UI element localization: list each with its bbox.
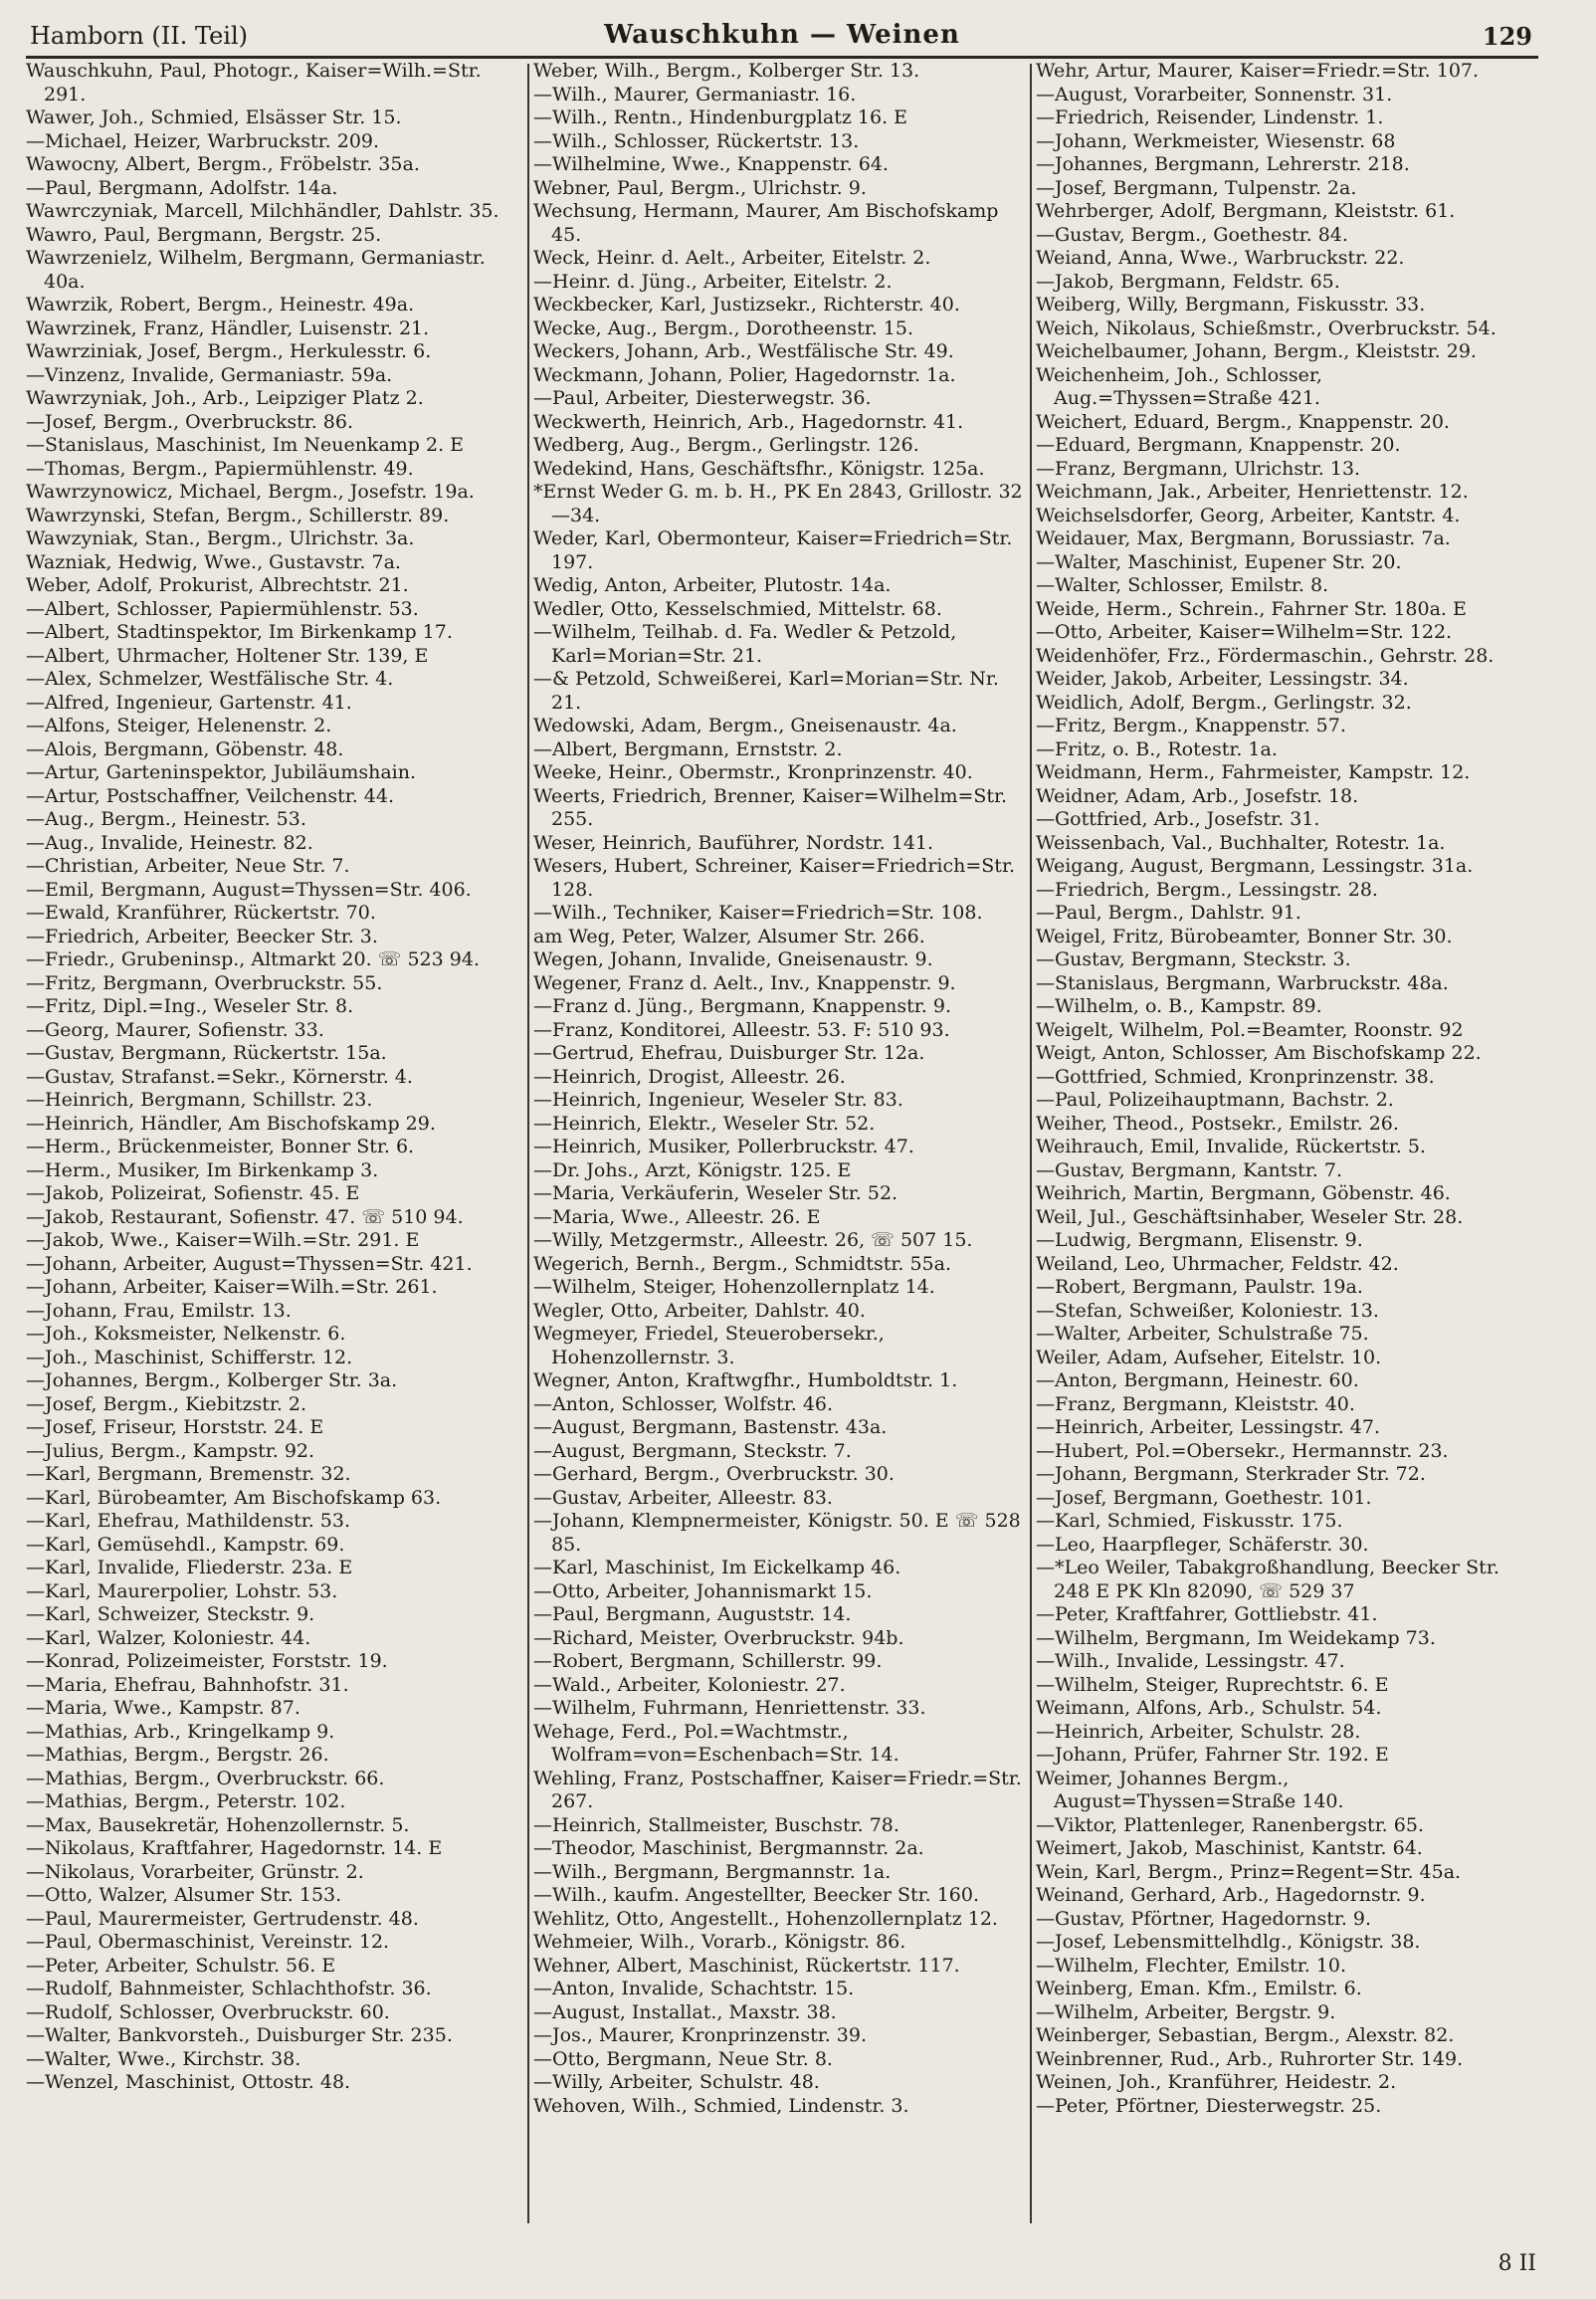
directory-entry: —August, Vorarbeiter, Sonnenstr. 31.	[1036, 83, 1393, 105]
directory-entry: —Stanislaus, Maschinist, Im Neuenkamp 2. E	[26, 434, 465, 456]
directory-entry: —Rudolf, Bahnmeister, Schlachthofstr. 36.	[26, 1978, 432, 1999]
directory-entry: —& Petzold, Schweißerei, Karl=Morian=Str. Nr. 21.	[533, 668, 999, 714]
directory-entry: —Michael, Heizer, Warbruckstr. 209.	[26, 129, 380, 152]
directory-entry: —Maria, Verkäuferin, Weseler Str. 52.	[533, 1182, 898, 1204]
directory-entry: Wedig, Anton, Arbeiter, Plutostr. 14a.	[533, 574, 892, 596]
directory-entry: —Jakob, Bergmann, Feldstr. 65.	[1036, 270, 1340, 293]
directory-entry: —Johann, Werkmeister, Wiesenstr. 68	[1036, 129, 1396, 152]
directory-entry: —Herm., Musiker, Im Birkenkamp 3.	[26, 1158, 379, 1181]
directory-entry: Weihrauch, Emil, Invalide, Rückertstr. 5.	[1036, 1136, 1426, 1157]
directory-entry: —Gottfried, Arb., Josefstr. 31.	[1036, 808, 1320, 830]
directory-entry: —Wilh., kaufm. Angestellter, Beecker Str. 160.	[533, 1884, 980, 1906]
directory-entry: —Dr. Johs., Arzt, Königstr. 125. E	[533, 1158, 852, 1181]
directory-entry: Wesers, Hubert, Schreiner, Kaiser=Friedrich=Str. 128.	[533, 855, 1015, 901]
directory-entry: —Karl, Maurerpolier, Lohstr. 53.	[26, 1579, 338, 1602]
directory-entry: Weiberg, Willy, Bergmann, Fiskusstr. 33.	[1036, 294, 1426, 315]
directory-entry: —Albert, Bergmann, Ernststr. 2.	[533, 737, 843, 760]
directory-entry: —Maria, Wwe., Alleestr. 26. E	[533, 1205, 821, 1228]
directory-entry: —Jakob, Restaurant, Sofienstr. 47. ☏ 510 94.	[26, 1205, 464, 1228]
directory-entry: Wazniak, Hedwig, Wwe., Gustavstr. 7a.	[26, 550, 401, 573]
directory-entry: —Heinrich, Arbeiter, Lessingstr. 47.	[1036, 1416, 1380, 1438]
directory-entry: —Walter, Bankvorsteh., Duisburger Str. 235.	[26, 2024, 453, 2046]
directory-entry: Wegmeyer, Friedel, Steuerobersekr., Hohenzollernstr. 3.	[533, 1323, 885, 1368]
directory-entry: —Paul, Bergmann, Auguststr. 14.	[533, 1603, 852, 1625]
directory-entry: —Johann, Bergmann, Sterkrader Str. 72.	[1036, 1463, 1426, 1485]
directory-entry: —Friedrich, Arbeiter, Beecker Str. 3.	[26, 925, 378, 947]
directory-entry: Weeke, Heinr., Obermstr., Kronprinzenstr. 40.	[533, 761, 973, 783]
directory-entry: Weckmann, Johann, Polier, Hagedornstr. 1a.	[533, 363, 956, 386]
directory-entry: Webner, Paul, Bergm., Ulrichstr. 9.	[533, 176, 867, 199]
directory-entry: —Heinrich, Stallmeister, Buschstr. 78.	[533, 1813, 899, 1836]
directory-entry: —Wilh., Invalide, Lessingstr. 47.	[1036, 1650, 1345, 1672]
directory-entry: —Gustav, Strafanst.=Sekr., Körnerstr. 4.	[26, 1065, 413, 1088]
directory-entry: —Theodor, Maschinist, Bergmannstr. 2a.	[533, 1837, 924, 1859]
directory-entry: Wawrczyniak, Marcell, Milchhändler, Dahlstr. 35.	[26, 200, 499, 222]
directory-entry: —Alfred, Ingenieur, Gartenstr. 41.	[26, 691, 352, 714]
directory-entry: Wehlitz, Otto, Angestellt., Hohenzollernplatz 12.	[533, 1907, 998, 1930]
directory-entry: —Heinrich, Ingenieur, Weseler Str. 83.	[533, 1089, 903, 1111]
directory-columns	[26, 60, 1538, 2229]
directory-entry: —Josef, Friseur, Horststr. 24. E	[26, 1416, 324, 1438]
directory-entry: —Otto, Arbeiter, Johannismarkt 15.	[533, 1579, 873, 1602]
directory-entry: Weinbrenner, Rud., Arb., Ruhrorter Str. 149.	[1036, 2047, 1464, 2070]
directory-entry: —Eduard, Bergmann, Knappenstr. 20.	[1036, 434, 1401, 456]
directory-entry: —Gottfried, Schmied, Kronprinzenstr. 38.	[1036, 1065, 1435, 1088]
directory-entry: —Heinrich, Händler, Am Bischofskamp 29.	[26, 1112, 436, 1135]
directory-entry: —Ludwig, Bergmann, Elisenstr. 9.	[1036, 1229, 1363, 1251]
directory-entry: Wawrzenielz, Wilhelm, Bergmann, Germaniastr. 40a.	[26, 247, 486, 293]
directory-entry: —Walter, Maschinist, Eupener Str. 20.	[1036, 550, 1402, 573]
directory-entry: —Wilh., Schlosser, Rückertstr. 13.	[533, 129, 860, 152]
column-divider	[527, 64, 529, 2223]
directory-entry: —Nikolaus, Vorarbeiter, Grünstr. 2.	[26, 1860, 364, 1883]
directory-entry: Weichselsdorfer, Georg, Arbeiter, Kantstr. 4.	[1036, 504, 1461, 526]
directory-entry: Wein, Karl, Bergm., Prinz=Regent=Str. 45a.	[1036, 1860, 1462, 1883]
directory-entry: Weinand, Gerhard, Arb., Hagedornstr. 9.	[1036, 1884, 1426, 1906]
directory-entry: —Wilhelm, Fuhrmann, Henriettenstr. 33.	[533, 1697, 926, 1719]
directory-entry: —Paul, Obermaschinist, Vereinstr. 12.	[26, 1931, 390, 1953]
directory-entry: Wawrzinek, Franz, Händler, Luisenstr. 21.	[26, 316, 430, 339]
directory-entry: —Paul, Maurermeister, Gertrudenstr. 48.	[26, 1907, 419, 1930]
directory-entry: —Friedrich, Reisender, Lindenstr. 1.	[1036, 106, 1384, 128]
directory-entry: —Willy, Arbeiter, Schulstr. 48.	[533, 2071, 820, 2093]
directory-entry: —Johann, Frau, Emilstr. 13.	[26, 1299, 292, 1322]
directory-entry: —Heinrich, Musiker, Pollerbruckstr. 47.	[533, 1136, 914, 1157]
directory-entry: —Wilh., Techniker, Kaiser=Friedrich=Str. 108.	[533, 902, 983, 924]
directory-entry: Weidauer, Max, Bergmann, Borussiastr. 7a.	[1036, 527, 1451, 549]
directory-entry: —Johannes, Bergmann, Lehrerstr. 218.	[1036, 153, 1410, 175]
directory-entry: —Stefan, Schweißer, Koloniestr. 13.	[1036, 1299, 1379, 1322]
directory-entry: —Joh., Koksmeister, Nelkenstr. 6.	[26, 1323, 346, 1345]
directory-entry: —Georg, Maurer, Sofienstr. 33.	[26, 1018, 324, 1041]
sheet-signature: 8 II	[1497, 2251, 1536, 2276]
directory-entry: —Jakob, Polizeirat, Sofienstr. 45. E	[26, 1182, 360, 1204]
directory-entry: Wawrzik, Robert, Bergm., Heinestr. 49a.	[26, 294, 415, 315]
directory-entry: Wawer, Joh., Schmied, Elsässer Str. 15.	[26, 106, 402, 128]
directory-entry: —Konrad, Polizeimeister, Forststr. 19.	[26, 1650, 388, 1672]
directory-entry: —Max, Bausekretär, Hohenzollernstr. 5.	[26, 1813, 410, 1836]
directory-entry: Wecke, Aug., Bergm., Dorotheenstr. 15.	[533, 316, 913, 339]
page-header	[26, 18, 1538, 59]
directory-entry: —Wald., Arbeiter, Koloniestr. 27.	[533, 1673, 846, 1696]
directory-entry: —Mathias, Arb., Kringelkamp 9.	[26, 1720, 335, 1743]
directory-entry: —August, Bergmann, Bastenstr. 43a.	[533, 1416, 888, 1438]
directory-entry: Wawrziniak, Josef, Bergm., Herkulesstr. 6.	[26, 340, 432, 362]
directory-entry: —Gustav, Bergmann, Kantstr. 7.	[1036, 1158, 1343, 1181]
directory-entry: Weckbecker, Karl, Justizsekr., Richterstr. 40.	[533, 294, 960, 315]
directory-entry: —Alois, Bergmann, Göbenstr. 48.	[26, 737, 344, 760]
directory-entry: Weichert, Eduard, Bergm., Knappenstr. 20.	[1036, 410, 1450, 433]
directory-entry: —Karl, Gemüsehdl., Kampstr. 69.	[26, 1533, 345, 1556]
directory-entry: —Maria, Ehefrau, Bahnhofstr. 31.	[26, 1673, 349, 1696]
directory-entry: —Leo, Haarpfleger, Schäferstr. 30.	[1036, 1533, 1369, 1556]
directory-entry: Weber, Adolf, Prokurist, Albrechtstr. 21.	[26, 574, 409, 596]
directory-entry: —Vinzenz, Invalide, Germaniastr. 59a.	[26, 363, 393, 386]
directory-entry: —Alex, Schmelzer, Westfälische Str. 4.	[26, 668, 394, 690]
directory-entry: Wedler, Otto, Kesselschmied, Mittelstr. 68.	[533, 597, 942, 620]
directory-entry: Wedberg, Aug., Bergm., Gerlingstr. 126.	[533, 434, 919, 456]
page-number: 129	[1482, 22, 1532, 51]
directory-entry: Weide, Herm., Schrein., Fahrner Str. 180a. E	[1036, 597, 1467, 620]
directory-entry: Wehoven, Wilh., Schmied, Lindenstr. 3.	[533, 2094, 909, 2117]
directory-entry: Wawrzynowicz, Michael, Bergm., Josefstr. 19a.	[26, 481, 475, 503]
directory-entry: Weigel, Fritz, Bürobeamter, Bonner Str. 30.	[1036, 925, 1453, 947]
directory-entry: —Paul, Bergm., Dahlstr. 91.	[1036, 902, 1301, 924]
directory-entry: —Alfons, Steiger, Helenenstr. 2.	[26, 715, 332, 736]
directory-entry: —Nikolaus, Kraftfahrer, Hagedornstr. 14. E	[26, 1837, 443, 1859]
directory-entry: —Gustav, Bergmann, Rückertstr. 15a.	[26, 1042, 387, 1064]
directory-entry: —Herm., Brückenmeister, Bonner Str. 6.	[26, 1136, 415, 1157]
directory-entry: —Hubert, Pol.=Obersekr., Hermannstr. 23.	[1036, 1439, 1449, 1462]
directory-entry: —Julius, Bergm., Kampstr. 92.	[26, 1439, 315, 1462]
directory-entry: Weimert, Jakob, Maschinist, Kantstr. 64.	[1036, 1837, 1423, 1859]
directory-entry: —Anton, Bergmann, Heinestr. 60.	[1036, 1369, 1359, 1391]
directory-entry: Wegen, Johann, Invalide, Gneisenaustr. 9.	[533, 948, 933, 970]
directory-entry: —August, Bergmann, Steckstr. 7.	[533, 1439, 852, 1462]
directory-entry: —Artur, Postschaffner, Veilchenstr. 44.	[26, 784, 395, 807]
directory-entry: —Albert, Schlosser, Papiermühlenstr. 53.	[26, 597, 419, 620]
directory-entry: —Wilhelm, o. B., Kampstr. 89.	[1036, 995, 1322, 1017]
directory-entry: Weber, Wilh., Bergm., Kolberger Str. 13.	[533, 60, 920, 82]
directory-entry: —Albert, Stadtinspektor, Im Birkenkamp 17.	[26, 621, 453, 643]
directory-entry: —Wilhelm, Steiger, Ruprechtstr. 6. E	[1036, 1673, 1389, 1696]
directory-entry: Weigelt, Wilhelm, Pol.=Beamter, Roonstr. 92	[1036, 1018, 1464, 1041]
directory-entry: —Richard, Meister, Overbruckstr. 94b.	[533, 1626, 904, 1649]
directory-entry: —Fritz, o. B., Rotestr. 1a.	[1036, 737, 1278, 760]
directory-entry: —Johann, Prüfer, Fahrner Str. 192. E	[1036, 1744, 1389, 1766]
directory-entry: Weihrich, Martin, Bergmann, Göbenstr. 46.	[1036, 1182, 1451, 1204]
directory-entry: —Rudolf, Schlosser, Overbruckstr. 60.	[26, 2000, 390, 2023]
directory-entry: —Mathias, Bergm., Peterstr. 102.	[26, 1790, 346, 1812]
directory-entry: —Franz, Konditorei, Alleestr. 53. F: 510 93.	[533, 1018, 950, 1041]
directory-entry: —Johannes, Bergm., Kolberger Str. 3a.	[26, 1369, 398, 1391]
directory-entry: —Mathias, Bergm., Bergstr. 26.	[26, 1744, 329, 1766]
directory-entry: —Aug., Invalide, Heinestr. 82.	[26, 831, 313, 854]
directory-entry: Wawocny, Albert, Bergm., Fröbelstr. 35a.	[26, 153, 420, 175]
directory-entry: Weidmann, Herm., Fahrmeister, Kampstr. 12.	[1036, 761, 1471, 783]
directory-entry: —Willy, Metzgermstr., Alleestr. 26, ☏ 507 15.	[533, 1229, 973, 1251]
directory-entry: —Josef, Bergmann, Goethestr. 101.	[1036, 1486, 1372, 1509]
directory-entry: —Ewald, Kranführer, Rückertstr. 70.	[26, 902, 376, 924]
directory-entry: Wegerich, Bernh., Bergm., Schmidtstr. 55a.	[533, 1252, 952, 1275]
directory-entry: Weichenheim, Joh., Schlosser, Aug.=Thyssen=Straße 421.	[1036, 363, 1322, 409]
directory-entry: —Gerhard, Bergm., Overbruckstr. 30.	[533, 1463, 895, 1485]
directory-entry: —Wilhelm, Bergmann, Im Weidekamp 73.	[1036, 1626, 1436, 1649]
directory-entry: Weichmann, Jak., Arbeiter, Henriettenstr. 12.	[1036, 481, 1469, 503]
directory-entry: —Walter, Schlosser, Emilstr. 8.	[1036, 574, 1329, 596]
directory-entry: —Robert, Bergmann, Paulstr. 19a.	[1036, 1276, 1363, 1298]
directory-entry: —Peter, Arbeiter, Schulstr. 56. E	[26, 1954, 336, 1977]
directory-entry: —Friedrich, Bergm., Lessingstr. 28.	[1036, 878, 1378, 901]
directory-entry: —Franz, Bergmann, Kleiststr. 40.	[1036, 1392, 1355, 1415]
directory-entry: Weerts, Friedrich, Brenner, Kaiser=Wilhelm=Str. 255.	[533, 784, 1008, 830]
directory-entry: —Gustav, Bergmann, Steckstr. 3.	[1036, 948, 1351, 970]
section-title: Hamborn (II. Teil)	[30, 22, 249, 50]
directory-entry: —Heinr. d. Jüng., Arbeiter, Eitelstr. 2.	[533, 270, 893, 293]
directory-entry: —Karl, Walzer, Koloniestr. 44.	[26, 1626, 311, 1649]
directory-entry: Weser, Heinrich, Bauführer, Nordstr. 141.	[533, 831, 934, 854]
directory-entry: —Jakob, Wwe., Kaiser=Wilh.=Str. 291. E	[26, 1229, 420, 1251]
directory-entry: —Heinrich, Elektr., Weseler Str. 52.	[533, 1112, 876, 1135]
directory-entry: —Anton, Invalide, Schachtstr. 15.	[533, 1978, 855, 1999]
directory-entry: Wedekind, Hans, Geschäftsfhr., Königstr. 125a.	[533, 457, 985, 480]
directory-entry: Wehling, Franz, Postschaffner, Kaiser=Friedr.=Str. 267.	[533, 1767, 1022, 1812]
directory-entry: Wawrzynski, Stefan, Bergm., Schillerstr. 89.	[26, 504, 450, 526]
directory-entry: Weder, Karl, Obermonteur, Kaiser=Friedrich=Str. 197.	[533, 527, 1013, 573]
directory-entry: —Wilhelm, Teilhab. d. Fa. Wedler & Petzold, Karl=Morian=Str. 21.	[533, 621, 957, 667]
directory-entry: —Gustav, Pförtner, Hagedornstr. 9.	[1036, 1907, 1372, 1930]
directory-entry: —Robert, Bergmann, Schillerstr. 99.	[533, 1650, 883, 1672]
directory-entry: —Gustav, Arbeiter, Alleestr. 83.	[533, 1486, 833, 1509]
directory-entry: —Johann, Arbeiter, Kaiser=Wilh.=Str. 261.	[26, 1276, 438, 1298]
directory-entry: Wedowski, Adam, Bergm., Gneisenaustr. 4a.	[533, 715, 957, 736]
directory-entry: —Peter, Kraftfahrer, Gottliebstr. 41.	[1036, 1603, 1378, 1625]
directory-entry: —Walter, Arbeiter, Schulstraße 75.	[1036, 1323, 1369, 1345]
directory-entry: —Wilh., Rentn., Hindenburgplatz 16. E	[533, 106, 908, 128]
directory-entry: —Jos., Maurer, Kronprinzenstr. 39.	[533, 2024, 868, 2046]
directory-entry: Wawzyniak, Stan., Bergm., Ulrichstr. 3a.	[26, 527, 415, 549]
directory-entry: Weigt, Anton, Schlosser, Am Bischofskamp 22.	[1036, 1042, 1482, 1064]
directory-entry: —Friedr., Grubeninsp., Altmarkt 20. ☏ 523 94.	[26, 948, 480, 970]
directory-entry: —Wilh., Bergmann, Bergmannstr. 1a.	[533, 1860, 892, 1883]
directory-entry: Weider, Jakob, Arbeiter, Lessingstr. 34.	[1036, 668, 1409, 690]
directory-entry: Weidner, Adam, Arb., Josefstr. 18.	[1036, 784, 1359, 807]
directory-entry: —Karl, Invalide, Fliederstr. 23a. E	[26, 1557, 353, 1578]
directory-entry: Weckers, Johann, Arb., Westfälische Str. 49.	[533, 340, 954, 362]
directory-entry: —Heinrich, Arbeiter, Schulstr. 28.	[1036, 1720, 1361, 1743]
directory-entry: Weiand, Anna, Wwe., Warbruckstr. 22.	[1036, 247, 1405, 269]
directory-entry: —Fritz, Dipl.=Ing., Weseler Str. 8.	[26, 995, 354, 1017]
directory-entry: Weissenbach, Val., Buchhalter, Rotestr. 1a.	[1036, 831, 1446, 854]
directory-entry: —Gertrud, Ehefrau, Duisburger Str. 12a.	[533, 1042, 925, 1064]
directory-entry: —Fritz, Bergmann, Overbruckstr. 55.	[26, 971, 383, 994]
directory-entry: —Karl, Maschinist, Im Eickelkamp 46.	[533, 1557, 901, 1578]
column-2	[533, 60, 1031, 2229]
directory-entry: —Artur, Garteninspektor, Jubiläumshain.	[26, 761, 417, 783]
directory-entry: Wawro, Paul, Bergmann, Bergstr. 25.	[26, 223, 382, 246]
directory-entry: —*Leo Weiler, Tabakgroßhandlung, Beecker Str. 248 E PK Kln 82090, ☏ 529 37	[1036, 1557, 1499, 1602]
directory-entry: Weiland, Leo, Uhrmacher, Feldstr. 42.	[1036, 1252, 1399, 1275]
directory-entry: —Wilhelm, Steiger, Hohenzollernplatz 14.	[533, 1276, 935, 1298]
directory-entry: —Heinrich, Bergmann, Schillstr. 23.	[26, 1089, 373, 1111]
directory-entry: —Christian, Arbeiter, Neue Str. 7.	[26, 855, 350, 877]
directory-entry: —Franz d. Jüng., Bergmann, Knappenstr. 9.	[533, 995, 951, 1017]
directory-entry: —Stanislaus, Bergmann, Warbruckstr. 48a.	[1036, 971, 1449, 994]
directory-entry: Wehage, Ferd., Pol.=Wachtmstr., Wolfram=von=Eschenbach=Str. 14.	[533, 1720, 899, 1766]
directory-entry: —Albert, Uhrmacher, Holtener Str. 139, E	[26, 644, 429, 667]
directory-entry: —Karl, Schmied, Fiskusstr. 175.	[1036, 1510, 1343, 1532]
directory-entry: Wauschkuhn, Paul, Photogr., Kaiser=Wilh.=Str. 291.	[26, 60, 482, 105]
directory-entry: —Wilh., Maurer, Germaniastr. 16.	[533, 83, 857, 105]
directory-entry: —Karl, Bergmann, Bremenstr. 32.	[26, 1463, 351, 1485]
directory-entry: —Karl, Schweizer, Steckstr. 9.	[26, 1603, 315, 1625]
directory-entry: —Walter, Wwe., Kirchstr. 38.	[26, 2047, 301, 2070]
directory-entry: —Otto, Bergmann, Neue Str. 8.	[533, 2047, 833, 2070]
page-title: Wauschkuhn — Weinen	[604, 20, 960, 50]
column-3	[1036, 60, 1533, 2229]
directory-entry: Weich, Nikolaus, Schießmstr., Overbruckstr. 54.	[1036, 316, 1496, 339]
directory-entry: —Joh., Maschinist, Schifferstr. 12.	[26, 1346, 353, 1368]
directory-entry: —Josef, Bergmann, Tulpenstr. 2a.	[1036, 176, 1357, 199]
directory-entry: —Wilhelm, Arbeiter, Bergstr. 9.	[1036, 2000, 1336, 2023]
directory-entry: —Heinrich, Drogist, Alleestr. 26.	[533, 1065, 846, 1088]
directory-entry: —Emil, Bergmann, August=Thyssen=Str. 406.	[26, 878, 472, 901]
directory-entry: —Wilhelmine, Wwe., Knappenstr. 64.	[533, 153, 889, 175]
directory-entry: Weidenhöfer, Frz., Fördermaschin., Gehrstr. 28.	[1036, 644, 1495, 667]
directory-entry: —August, Installat., Maxstr. 38.	[533, 2000, 837, 2023]
directory-entry: Wehmeier, Wilh., Vorarb., Königstr. 86.	[533, 1931, 906, 1953]
directory-entry: —Thomas, Bergm., Papiermühlenstr. 49.	[26, 457, 414, 480]
directory-entry: —Karl, Ehefrau, Mathildenstr. 53.	[26, 1510, 350, 1532]
directory-entry: —Anton, Schlosser, Wolfstr. 46.	[533, 1392, 834, 1415]
directory-entry: —Viktor, Plattenleger, Ranenbergstr. 65.	[1036, 1813, 1424, 1836]
directory-entry: —Maria, Wwe., Kampstr. 87.	[26, 1697, 300, 1719]
directory-entry: Wegler, Otto, Arbeiter, Dahlstr. 40.	[533, 1299, 866, 1322]
directory-entry: —Gustav, Bergm., Goethestr. 84.	[1036, 223, 1348, 246]
directory-entry: Weinen, Joh., Kranführer, Heidestr. 2.	[1036, 2071, 1397, 2093]
directory-entry: Wehrberger, Adolf, Bergmann, Kleiststr. 61.	[1036, 200, 1456, 222]
directory-entry: Wehner, Albert, Maschinist, Rückertstr. 117.	[533, 1954, 960, 1977]
directory-entry: Weil, Jul., Geschäftsinhaber, Weseler Str. 28.	[1036, 1205, 1464, 1228]
column-1	[26, 60, 523, 2229]
directory-entry: *Ernst Weder G. m. b. H., PK En 2843, Grillostr. 32—34.	[533, 481, 1023, 526]
directory-entry: Weck, Heinr. d. Aelt., Arbeiter, Eitelstr. 2.	[533, 247, 931, 269]
directory-entry: —Aug., Bergm., Heinestr. 53.	[26, 808, 306, 830]
directory-entry: Weidlich, Adolf, Bergm., Gerlingstr. 32.	[1036, 691, 1412, 714]
directory-entry: —Johann, Klempnermeister, Königstr. 50. E ☏ 528 85.	[533, 1510, 1021, 1556]
directory-entry: Weckwerth, Heinrich, Arb., Hagedornstr. 41.	[533, 410, 964, 433]
directory-entry: —Josef, Bergm., Overbruckstr. 86.	[26, 410, 354, 433]
directory-entry: Weinberg, Eman. Kfm., Emilstr. 6.	[1036, 1978, 1362, 1999]
directory-entry: Weichelbaumer, Johann, Bergm., Kleiststr. 29.	[1036, 340, 1477, 362]
directory-entry: Wehr, Artur, Maurer, Kaiser=Friedr.=Str. 107.	[1036, 60, 1480, 82]
directory-entry: —Peter, Pförtner, Diesterwegstr. 25.	[1036, 2094, 1382, 2117]
directory-entry: Wegner, Anton, Kraftwgfhr., Humboldtstr. 1.	[533, 1369, 958, 1391]
directory-entry: am Weg, Peter, Walzer, Alsumer Str. 266.	[533, 925, 925, 947]
directory-entry: —Mathias, Bergm., Overbruckstr. 66.	[26, 1767, 385, 1789]
directory-entry: Wawrzyniak, Joh., Arb., Leipziger Platz 2.	[26, 387, 424, 409]
directory-entry: —Fritz, Bergm., Knappenstr. 57.	[1036, 715, 1346, 736]
directory-entry: Weimer, Johannes Bergm., August=Thyssen=Straße 140.	[1036, 1767, 1344, 1812]
directory-entry: Weiler, Adam, Aufseher, Eitelstr. 10.	[1036, 1346, 1382, 1368]
directory-entry: —Wilhelm, Flechter, Emilstr. 10.	[1036, 1954, 1347, 1977]
directory-entry: Wegener, Franz d. Aelt., Inv., Knappenstr. 9.	[533, 971, 956, 994]
directory-entry: —Karl, Bürobeamter, Am Bischofskamp 63.	[26, 1486, 442, 1509]
directory-entry: —Josef, Lebensmittelhdlg., Königstr. 38.	[1036, 1931, 1421, 1953]
directory-entry: —Wenzel, Maschinist, Ottostr. 48.	[26, 2071, 351, 2093]
directory-entry: —Josef, Bergm., Kiebitzstr. 2.	[26, 1392, 307, 1415]
directory-entry: —Paul, Arbeiter, Diesterwegstr. 36.	[533, 387, 872, 409]
directory-entry: —Otto, Walzer, Alsumer Str. 153.	[26, 1884, 342, 1906]
directory-entry: Wechsung, Hermann, Maurer, Am Bischofskamp 45.	[533, 200, 999, 246]
directory-entry: Weigang, August, Bergmann, Lessingstr. 31a.	[1036, 855, 1474, 877]
directory-entry: —Paul, Bergmann, Adolfstr. 14a.	[26, 176, 338, 199]
directory-entry: Weiher, Theod., Postsekr., Emilstr. 26.	[1036, 1112, 1399, 1135]
directory-entry: —Paul, Polizeihauptmann, Bachstr. 2.	[1036, 1089, 1394, 1111]
directory-entry: Weimann, Alfons, Arb., Schulstr. 54.	[1036, 1697, 1382, 1719]
directory-entry: —Otto, Arbeiter, Kaiser=Wilhelm=Str. 122.	[1036, 621, 1453, 643]
column-divider	[1030, 64, 1032, 2223]
directory-entry: Weinberger, Sebastian, Bergm., Alexstr. 82.	[1036, 2024, 1455, 2046]
directory-entry: —Franz, Bergmann, Ulrichstr. 13.	[1036, 457, 1361, 480]
directory-entry: —Johann, Arbeiter, August=Thyssen=Str. 421.	[26, 1252, 473, 1275]
